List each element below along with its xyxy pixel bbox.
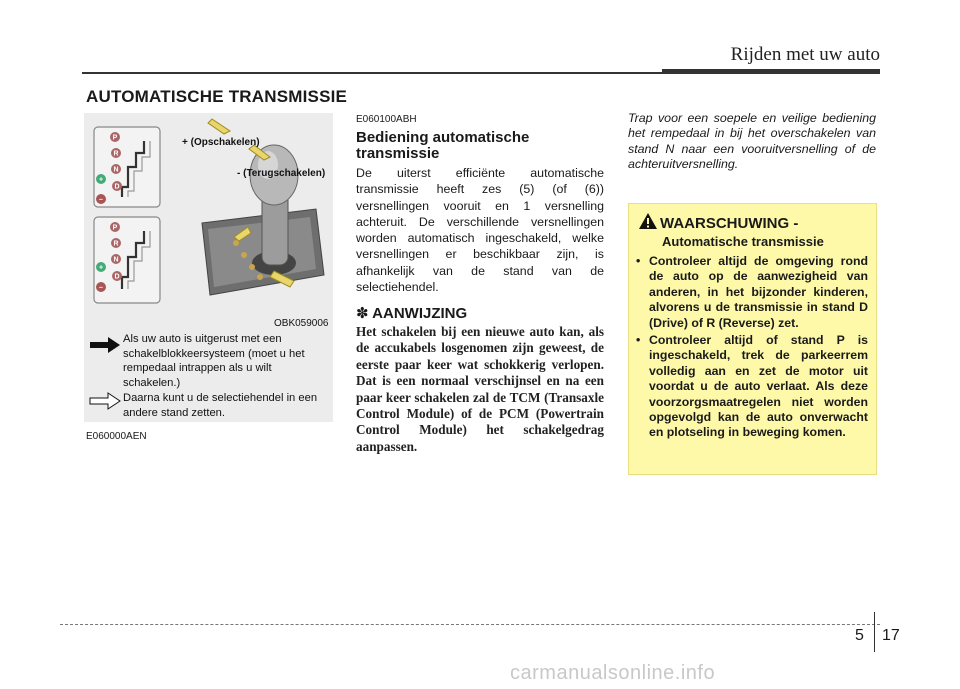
label-downshift: - (Terugschakelen) bbox=[237, 168, 326, 179]
label-upshift: + (Opschakelen) bbox=[182, 137, 260, 148]
section-title: AUTOMATISCHE TRANSMISSIE bbox=[86, 87, 348, 106]
warning-triangle-icon bbox=[638, 212, 658, 230]
gate-letter-r-lower: R bbox=[113, 240, 119, 248]
warning-item-2: • Controleer altijd of stand P is ingeschakeld, trek de parkeerrem volledig aan en zet de motor uit voordat u de auto verlaat. Als deze voorzorgsmaatregelen niet worden opgevolgd kan de auto onverwacht en plotseling in beweging komen. bbox=[636, 333, 868, 441]
gate-letter-n-lower: N bbox=[113, 256, 119, 264]
gate-letter-p: P bbox=[112, 134, 118, 142]
figure-code: OBK059006 bbox=[274, 318, 329, 329]
right-italic-paragraph: Trap voor een soepele en veilige bediening het rempedaal in bij het overschakelen van stand N naar een vooruitversnelling of de achteruitversnelling. bbox=[628, 111, 876, 172]
gear-shift-figure bbox=[84, 113, 333, 332]
page-number: 17 bbox=[882, 627, 900, 644]
legend-item-1: Als uw auto is uitgerust met een schakelblokkeersysteem (moet u het rempedaal intrappen als u wilt schakelen.) bbox=[123, 333, 305, 389]
running-header: Rijden met uw auto bbox=[730, 44, 880, 65]
gate-letter-p-lower: P bbox=[112, 224, 118, 232]
legend-item-2: Daarna kunt u de selectiehendel in een andere stand zetten. bbox=[123, 392, 318, 419]
note-body: Het schakelen bij een nieuwe auto kan, als de accukabels losgenomen zijn geweest, de eerste paar keer wat schokkerig verlopen. Dat is een normaal verschijnsel en na een paar keer schakelen zal de TCM (Transaxle Control Module) of de PCM (Powertrain Control Module) het schakelgedrag aanpassen. bbox=[356, 324, 604, 454]
minus-sign-lower: – bbox=[99, 284, 103, 292]
left-code: E060000AEN bbox=[86, 431, 147, 442]
warning-list bbox=[636, 254, 868, 443]
outline-arrow-icon bbox=[88, 392, 122, 410]
middle-code: E060100ABH bbox=[356, 114, 417, 125]
page-number-separator bbox=[874, 612, 875, 652]
solid-arrow-icon bbox=[88, 336, 122, 354]
plus-sign: + bbox=[98, 176, 104, 184]
middle-paragraph: De uiterst efficiënte automatische transmissie heeft zes (5) (of (6)) versnellingen vooruit en 1 versnelling achteruit. De verschillende versnellingen worden automatisch ingeschakeld, welke versnellingen er beschikbaar zijn, is afhankelijk van de stand van de selectiehendel. bbox=[356, 166, 604, 295]
gate-letter-d: D bbox=[114, 183, 120, 191]
gate-letter-r: R bbox=[113, 150, 119, 158]
plus-sign-lower: + bbox=[98, 264, 104, 272]
warning-subtitle: Automatische transmissie bbox=[662, 234, 824, 249]
footer-rule bbox=[60, 624, 880, 625]
note-heading: ✽ AANWIJZING bbox=[356, 305, 468, 322]
warning-title: WAARSCHUWING - bbox=[660, 215, 799, 232]
watermark: carmanualsonline.info bbox=[510, 662, 716, 684]
gate-letter-d-lower: D bbox=[114, 273, 120, 281]
chapter-number: 5 bbox=[855, 627, 864, 644]
minus-sign: – bbox=[99, 196, 103, 204]
middle-heading: Bediening automatische transmissie bbox=[356, 129, 530, 162]
header-rule-accent bbox=[662, 69, 880, 74]
warning-item-1: • Controleer altijd de omgeving rond de auto op de aanwezigheid van anderen, in het bijzonder kinderen, alvorens u de transmissie in stand D (Drive) of R (Reverse) zet. bbox=[636, 254, 868, 331]
gate-letter-n: N bbox=[113, 166, 119, 174]
